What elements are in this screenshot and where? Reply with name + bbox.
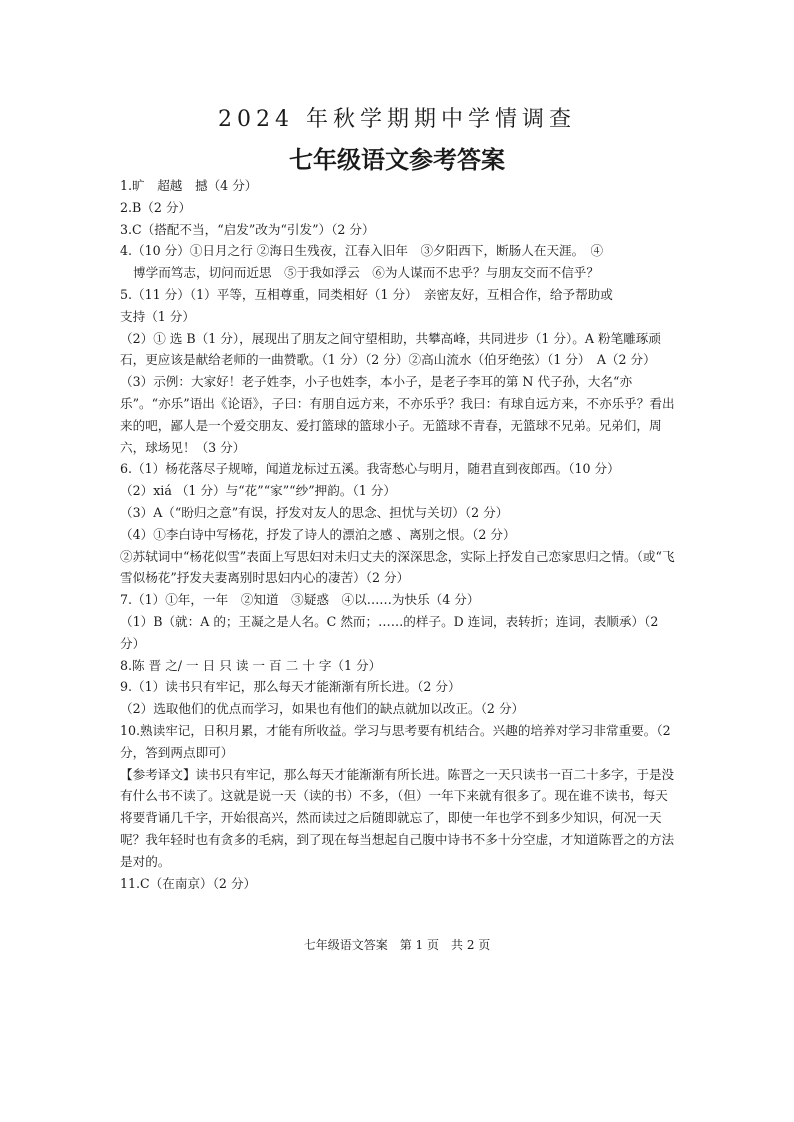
answer-list <box>120 175 680 894</box>
answer-line-4-cont: 博学而笃志，切问而近思 ⑤于我如浮云 ⑥为人谋而不忠乎？与朋友交而不信乎？ <box>133 265 599 281</box>
answer-line-9-1: 9.（1）读书只有牢记，那么每天才能渐渐有所长进。（2 分） <box>120 679 461 695</box>
answer-line-9-2: （2）选取他们的优点而学习，如果也有他们的缺点就加以改正。（2 分） <box>120 701 525 717</box>
answer-line-6-1: 6.（1）杨花落尽子规啼，闻道龙标过五溪。我寄愁心与明月，随君直到夜郎西。（10 分） <box>120 461 620 477</box>
exam-title: 2024 年秋学期期中学情调查 <box>218 107 576 132</box>
answer-line-6-4: （4）①李白诗中写杨花，抒发了诗人的漂泊之感 、离别之恨。（2 分） <box>120 526 516 542</box>
answer-line-7-2: （1）B（就：A 的；王凝之是人名。C 然而；……的样子。D 连词，表转折；连词，表顺承）（2 分） <box>120 613 659 651</box>
answer-line-2: 2.B（2 分） <box>120 199 192 215</box>
page-footer: 七年级语文答案 第 1 页 共 2 页 <box>303 938 491 952</box>
answer-line-6-3: （3）A（“盼归之意”有误，抒发对友人的思念、担忧与关切）（2 分） <box>120 504 509 520</box>
answer-line-5-cont: 支持（1 分） <box>120 308 195 324</box>
answer-line-5: 5.（11 分）（1）平等，互相尊重，同类相好（1 分） 亲密友好，互相合作，给予帮助或 <box>120 286 613 302</box>
answer-line-4: 4.（10 分）①日月之行 ②海日生残夜，江春入旧年 ③夕阳西下，断肠人在天涯。 ④ <box>120 243 604 259</box>
answer-line-5-2: （2）① 选 B（1 分），展现出了朋友之间守望相助，共攀高峰，共同进步（1 分）。A 粉笔雕琢顽石，更应该是献给老师的一曲赞歌。（1 分）（2 分）②高山流水（伯牙绝弦）（1 分） A（2 分） <box>120 330 661 368</box>
answer-line-8: 8.陈 晋 之/ 一 日 只 读 一 百 二 十 字（1 分） <box>120 657 382 673</box>
answer-line-7-1: 7.（1）①年，一年 ②知道 ③疑惑 ④以……为快乐（4 分） <box>120 592 480 608</box>
answer-line-10: 10.熟读牢记，日积月累，才能有所收益。学习与思考要有机结合。兴趣的培养对学习非常重要。（2 分，答到两点即可） <box>120 722 671 760</box>
answer-line-11: 11.C（在南京）（2 分） <box>120 875 257 891</box>
answer-line-1: 1.旷 超越 撼（4 分） <box>120 178 258 193</box>
answer-line-6-4b: ②苏轼词中“杨花似雪”表面上写思妇对未归丈夫的深深思念，实际上抒发自己恋家思归之情。（或“飞雪似杨花”抒发夫妻离别时思妇内心的凄苦）（2 分） <box>120 548 675 586</box>
answer-line-6-2: （2）xiá （1 分）与“花”“家”“纱”押韵。（1 分） <box>120 483 396 499</box>
page-title: 七年级语文参考答案 <box>289 146 505 174</box>
reference-translation: 【参考译文】读书只有牢记，那么每天才能渐渐有所长进。陈晋之一天只读书一百二十多字，于是没有什么书不读了。这就是说一天（读的书）不多，（但）一年下来就有很多了。现在谁不读书，每天将要背诵几千字，开始很高兴，然而读过之后随即就忘了，即使一年也学不到多少知识，何况一天呢？我年轻时也有贪多的毛病，到了现在每当想起自己腹中诗书不多十分空虚，才知道陈晋之的方法是对的。 <box>120 766 675 869</box>
answer-line-3: 3.C（搭配不当，“启发”改为“引发”）（2 分） <box>120 221 375 237</box>
answer-line-5-3: （3）示例：大家好！老子姓李，小子也姓李，本小子，是老子李耳的第 N 代子孙，大名“亦乐”。“亦乐”语出《论语》，子曰：有朋自远方来，不亦乐乎？我曰：有球自远方来，不亦乐乎？看出来的吧，鄙人是一个爱交朋友、爱打篮球的篮球小子。无篮球不青春，无篮球不兄弟。兄弟们，周六，球场见！（3 分） <box>120 374 675 455</box>
